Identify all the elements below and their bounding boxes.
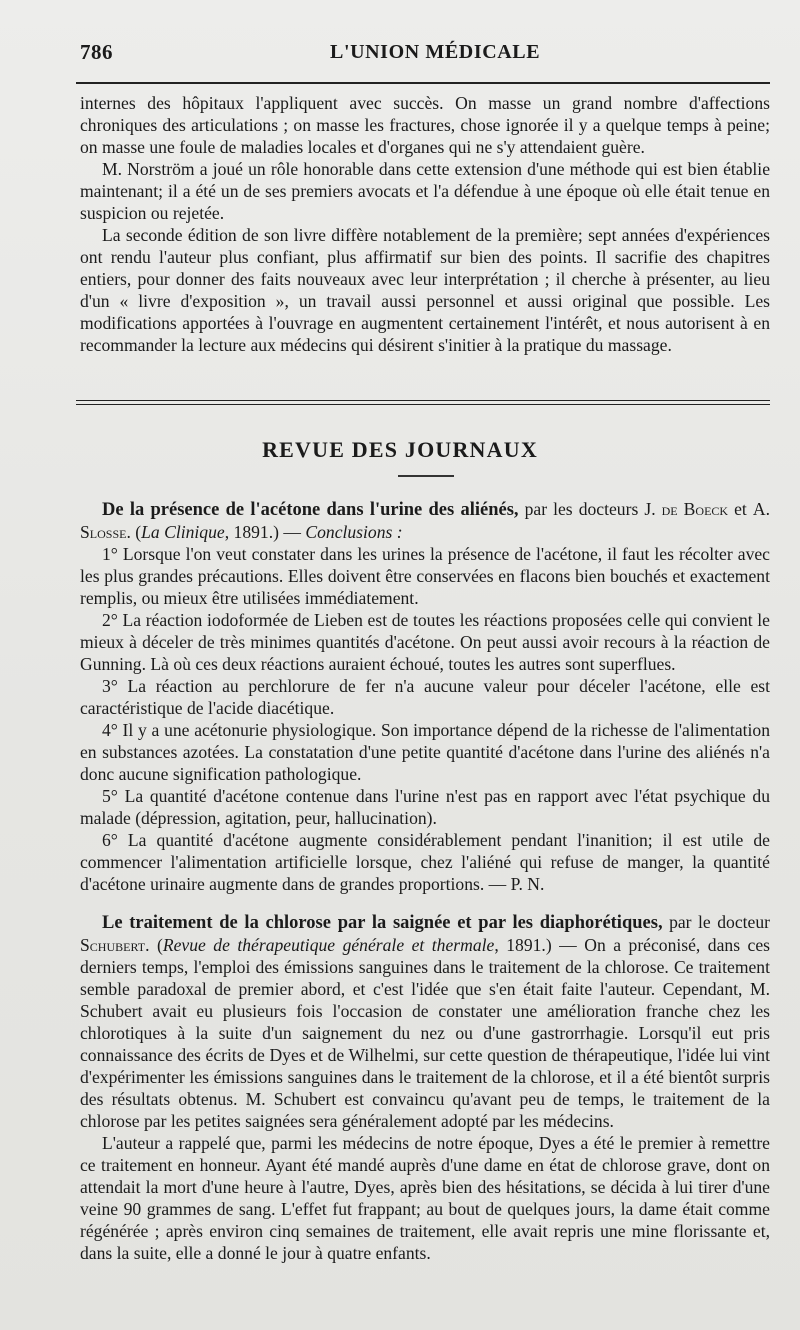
- conclusions-label: Conclusions :: [305, 522, 403, 542]
- conclusion-item: 2° La réaction iodoformée de Lieben est de toutes les réactions proposées celle qui convient le mieux à déceler de très minimes quantités d'acétone. On peut aussi avoir recours à la réaction de Gunning. Là où ces deux réactions auraient échoué, toutes les autres sont superflues.: [80, 610, 770, 674]
- byline-prefix: par les docteurs: [518, 499, 645, 519]
- conclusion-item: 6° La quantité d'acétone augmente considérablement pendant l'inanition; il est utile de commencer l'alimentation artificielle lorsque, chez l'aliéné qui refuse de manger, la quantité d'acétone urinaire augmente dans de grandes proportions. — P. N.: [80, 830, 770, 894]
- citation-year: , 1891.) —: [224, 522, 306, 542]
- journal-name: La Clinique: [141, 522, 225, 542]
- paragraph: internes des hôpitaux l'appliquent avec succès. On masse un grand nombre d'affections chroniques des articulations ; on masse les fractures, chose ignorée il y a quelque temps à peine; on masse une foule de maladies locales et d'organes qui ne s'y attendaient guère.: [80, 93, 770, 157]
- section-title-underline: [398, 475, 454, 477]
- paragraph: La seconde édition de son livre diffère notablement de la première; sept années d'expériences ont rendu l'auteur plus confiant, plus affirmatif sur bien des points. Il sacrifie des chapitres entiers, pour donner des faits nouveaux avec leur interprétation ; il cherche à présenter, au lieu d'un « livre d'exposition », un travail aussi personnel et aussi original que possible. Les modifications apportées à l'ouvrage en augmentent certainement l'intérêt, et nous autorisent à en recommander la lecture aux médecins qui désirent s'initier à la pratique du massage.: [80, 225, 770, 355]
- running-title: L'UNION MÉDICALE: [330, 41, 541, 63]
- massage-review-continuation: [80, 92, 770, 356]
- paragraph: M. Norström a joué un rôle honorable dans cette extension d'une méthode qui est bien établie maintenant; il a été un de ses premiers avocats et l'a défendue à une époque où elle était tenue en suspicion ou rejetée.: [80, 159, 770, 223]
- article-body: [80, 911, 770, 1132]
- article-acetone: [80, 498, 770, 895]
- conclusion-item: 5° La quantité d'acétone contenue dans l'urine n'est pas en rapport avec l'état psychique du malade (dépression, agitation, peur, hallucination).: [80, 786, 770, 828]
- article-title: De la présence de l'acétone dans l'urine des aliénés,: [102, 500, 519, 520]
- margin-mark: [20, 455, 28, 467]
- header-rule: [76, 82, 770, 84]
- article-title: Le traitement de la chlorose par la saignée et par les diaphorétiques,: [102, 913, 663, 933]
- conclusion-item: 4° Il y a une acétonurie physiologique. Son importance dépend de la richesse de l'alimentation en substances azotées. La constatation d'une petite quantité d'acétone dans l'urine des aliénés n'a donc aucune signification pathologique.: [80, 720, 770, 784]
- byline-punctuation: . (: [145, 935, 163, 955]
- page-header: [80, 40, 770, 72]
- article-heading: [80, 498, 770, 543]
- conclusion-item: 3° La réaction au perchlorure de fer n'a aucune valeur pour déceler l'acétone, elle est caractéristique de l'acide diacétique.: [80, 676, 770, 718]
- author-name: A. Slosse: [80, 499, 770, 542]
- section-title: REVUE DES JOURNAUX: [262, 437, 538, 462]
- article-body-text: , 1891.) — On a préconisé, dans ces derniers temps, l'emploi des émissions sanguines dans le traitement de la chlorose. Ce traitement semble paradoxal de premier abord, et c'est l'idée que s'en était faite l'auteur. Cependant, M. Schubert avait eu plusieurs fois l'occasion de constater une amélioration franche chez les chlorotiques à la suite d'un saignement du nez ou d'une gastrorrhagie. Lorsqu'il eut pris connaissance des écrits de Dyes et de Wilhelmi, sur cette question de thérapeutique, l'idée lui vint d'expérimenter les émissions sanguines dans le traitement de la chlorose, et il a été bientôt surpris des résultats obtenus. M. Schubert est convaincu qu'avant peu de temps, le traitement de la chlorose par les petites saignées sera généralement adopté par les médecins.: [80, 935, 771, 1131]
- author-separator: et: [728, 499, 753, 519]
- byline-punctuation: . (: [126, 522, 142, 542]
- page-number: 786: [80, 40, 113, 64]
- conclusion-item: 1° Lorsque l'on veut constater dans les urines la présence de l'acétone, il faut les récolter avec les plus grandes précautions. Elles doivent être conservées en flacons bien bouchés et exactement remplis, ou mieux être utilisées immédiatement.: [80, 544, 770, 608]
- author-name: J. de Boeck: [644, 499, 729, 519]
- paragraph: L'auteur a rappelé que, parmi les médecins de notre époque, Dyes a été le premier à remettre ce traitement en honneur. Ayant été mandé auprès d'une dame en état de chlorose grave, dont on attendait la mort d'une heure à l'autre, Dyes, après bien des hésitations, se décida à lui tirer d'une veine 90 grammes de sang. L'effet fut frappant; au bout de quelques jours, la dame était comme régénérée ; après environ cinq semaines de traitement, elle avait repris une mine florissante et, dans la suite, elle a donné le jour à quatre enfants.: [80, 1133, 770, 1263]
- byline-prefix: par le docteur: [662, 912, 770, 932]
- article-chlorose: [80, 911, 770, 1264]
- author-name: Schubert: [80, 935, 146, 955]
- journal-name: Revue de thérapeutique générale et thermale: [162, 935, 495, 955]
- section-divider: [76, 400, 770, 405]
